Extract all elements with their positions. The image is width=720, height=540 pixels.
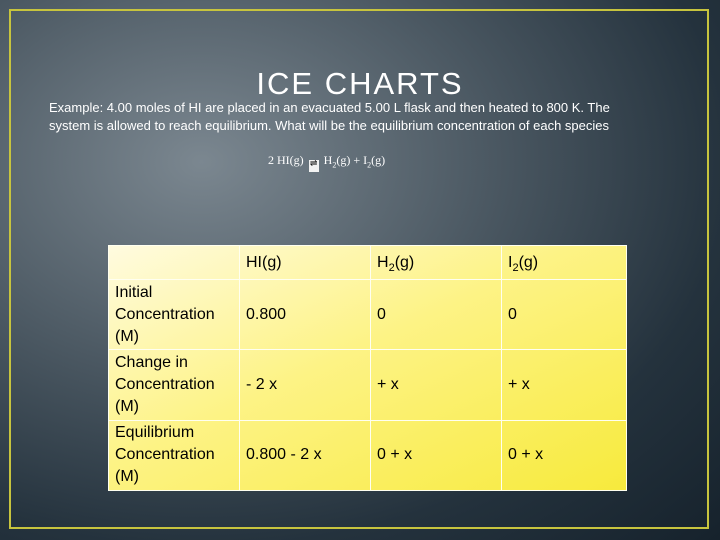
equilibrium-arrow-icon: ⇌ [309,160,319,172]
cell-change-hi: - 2 x [240,350,371,420]
problem-statement: Example: 4.00 moles of HI are placed in an evacuated 5.00 L flask and then heated to 800 K. The system is allowed to reach equilibrium. What will be the equilibrium concentration of each species [49,100,610,133]
slide-title: ICE CHARTS [256,66,464,101]
table-row-change [109,350,627,420]
table-row-initial [109,280,627,350]
cell-equilibrium-hi: 0.800 - 2 x [240,420,371,490]
header-empty-cell [109,246,240,280]
header-i2: $I_2(g)$ [502,246,627,280]
equation-product-h2: $H_2(g)$ [323,153,351,170]
reaction-equation [268,153,385,172]
cell-equilibrium-i2: 0 + x [502,420,627,490]
cell-change-h2: + x [371,350,502,420]
ice-table [108,245,627,491]
cell-initial-hi: 0.800 [240,280,371,350]
equation-reactant: 2 HI(g) [268,153,304,167]
cell-initial-i2: 0 [502,280,627,350]
row-label-initial: Initial Concentration (M) [109,280,240,350]
cell-equilibrium-h2: 0 + x [371,420,502,490]
cell-change-i2: + x [502,350,627,420]
ice-table-header-row [109,246,627,280]
row-label-equilibrium: Equilibrium Concentration (M) [109,420,240,490]
header-h2: $H_2(g)$ [371,246,502,280]
header-hi: HI(g) [240,246,371,280]
equation-product-i2: $I_2(g)$ [363,153,386,170]
cell-initial-h2: 0 [371,280,502,350]
table-row-equilibrium [109,420,627,490]
equation-plus: + [353,153,361,167]
row-label-change: Change in Concentration (M) [109,350,240,420]
